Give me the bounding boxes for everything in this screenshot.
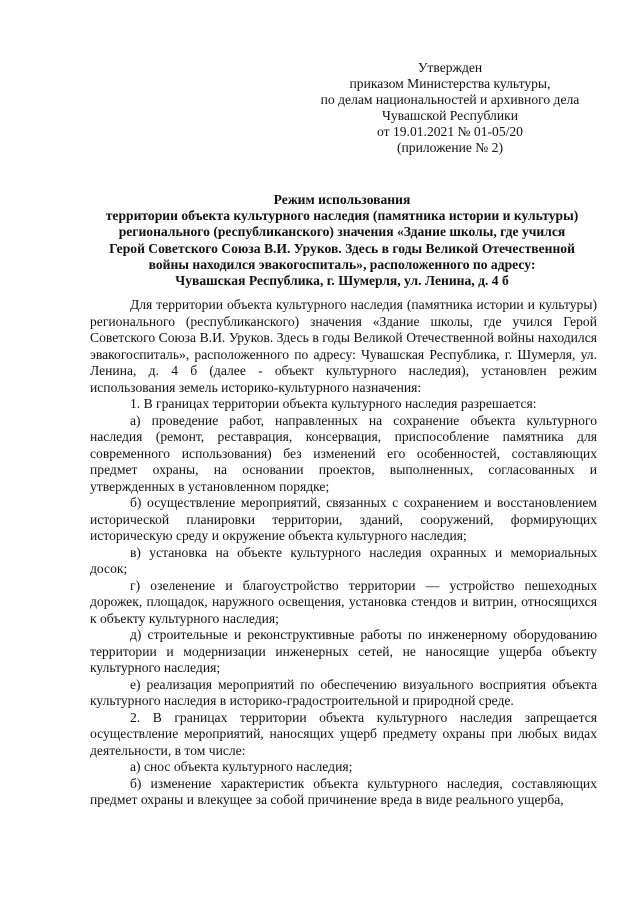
title-line: Герой Советского Союза В.И. Уруков. Здесь в годы Великой Отечественной <box>109 240 575 256</box>
section-heading: 2. В границах территории объекта культурного наследия запрещается осуществление мероприятий, наносящих ущерб предмету охраны при любых видах деятельности, в том числе: <box>90 709 597 758</box>
list-item: е) реализация мероприятий по обеспечению визуального восприятия объекта культурного наследия в историко-градостроительной и природной среде. <box>90 676 597 708</box>
approval-line: Чувашской Республики <box>382 108 518 123</box>
approval-line: (приложение № 2) <box>396 140 504 155</box>
approval-line: от 19.01.2021 № 01-05/20 <box>377 124 523 139</box>
list-item: д) строительные и реконструктивные работы по инженерному оборудованию территории и модернизации инженерных сетей, не наносящие ущерба объекту культурного наследия; <box>90 627 597 675</box>
title-line: территории объекта культурного наследия (памятника истории и культуры) <box>105 208 579 224</box>
approval-line: по делам национальностей и архивного дела <box>320 92 580 107</box>
list-item: г) озеленение и благоустройство территории — устройство пешеходных дорожек, площадок, наружного освещения, установка стендов и витрин, относящихся к объекту культурного наследия; <box>90 577 597 626</box>
list-item: а) снос объекта культурного наследия; <box>130 759 353 774</box>
approval-stamp <box>300 60 600 156</box>
document-title <box>82 192 602 289</box>
document-body <box>90 297 597 809</box>
approval-line: приказом Министерства культуры, <box>349 76 551 91</box>
title-line: Режим использования <box>273 192 411 207</box>
section-heading: 1. В границах территории объекта культурного наследия разрешается: <box>130 396 537 411</box>
list-item: в) установка на объекте культурного наследия охранных и мемориальных досок; <box>90 544 597 576</box>
approval-line: Утвержден <box>417 60 483 75</box>
list-item: б) изменение характеристик объекта культурного наследия, составляющих предмет охраны и влекущее за собой причинение вреда в виде реального ущерба, <box>90 775 597 807</box>
title-line: войны находился эвакогоспиталь», расположенного по адресу: <box>148 256 536 272</box>
list-item: а) проведение работ, направленных на сохранение объекта культурного наследия (ремонт, реставрация, консервация, приспособление памятника для современного использования) без изменений его особенностей, составляющих предмет охраны, на основании проектов, выполненных, согласованных и утвержденных в установленном порядке; <box>90 412 597 494</box>
title-line: Чувашская Республика, г. Шумерля, ул. Ленина, д. 4 б <box>175 273 509 289</box>
list-item: б) осуществление мероприятий, связанных с сохранением и восстановлением исторической планировки территории, зданий, сооружений, формирующих историческую среду и окружение объекта культурного наследия; <box>90 495 597 543</box>
title-line: регионального (республиканского) значения «Здание школы, где учился <box>118 224 566 240</box>
intro-paragraph: Для территории объекта культурного наследия (памятника истории и культуры) регионального (республиканского) значения «Здание школы, где учился Герой Советского Союза В.И. Уруков. Здесь в годы Великой Отечественной войны находился эвакогоспиталь», расположенного по адресу: Чувашская Республика, г. Шумерля, ул. Ленина, д. 4 б (далее - объект культурного наследия), установлен режим использования земель историко-культурного назначения: <box>90 297 597 395</box>
